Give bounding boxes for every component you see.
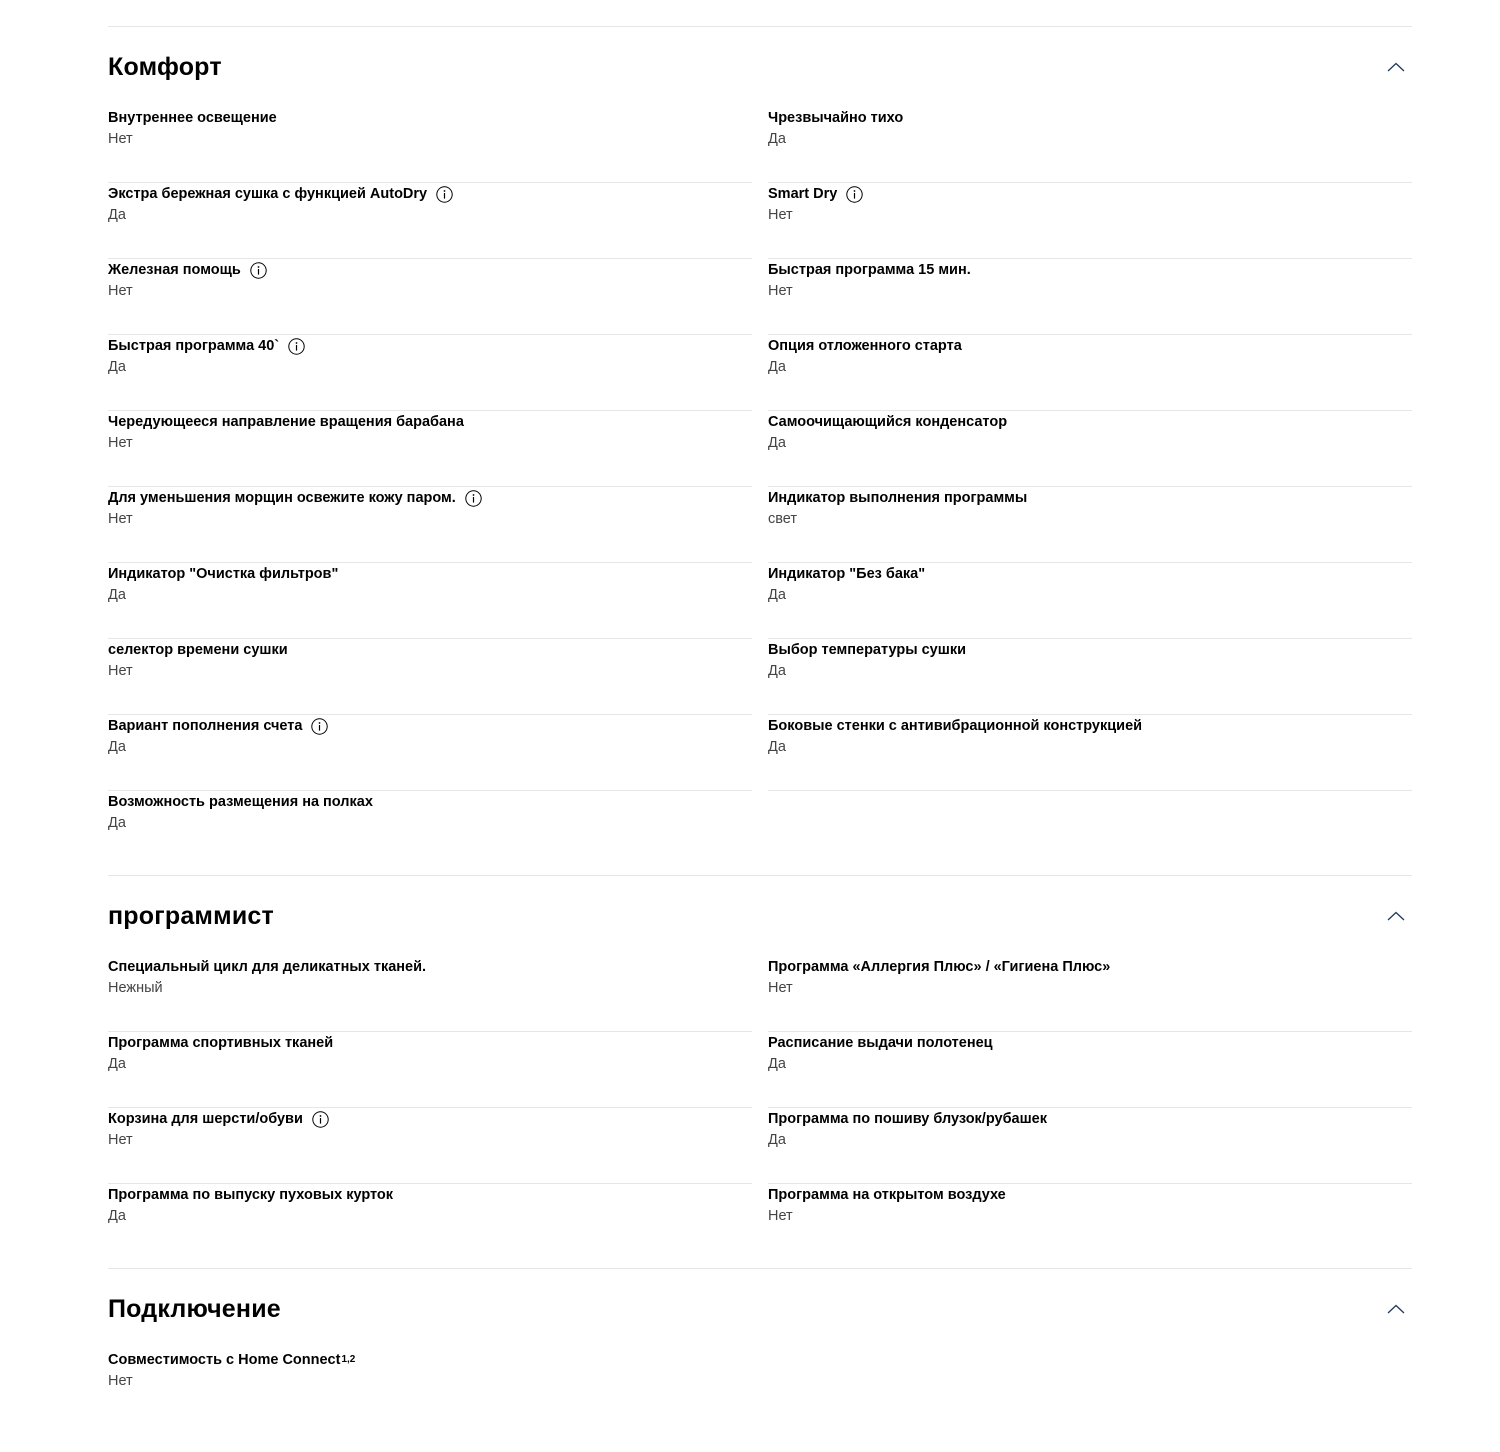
spec-item	[768, 563, 1412, 639]
spec-label-row	[108, 260, 752, 280]
spec-label: Быстрая программа 40`	[108, 338, 280, 354]
chevron-up-icon[interactable]	[1384, 55, 1408, 79]
spec-value: Да	[768, 587, 786, 603]
spec-item	[768, 1184, 1412, 1268]
spec-item	[108, 1032, 752, 1108]
spec-label: Индикатор "Без бака"	[768, 566, 926, 582]
spec-label: Чрезвычайно тихо	[768, 110, 904, 126]
spec-value: Да	[108, 587, 126, 603]
spec-label-row	[108, 716, 752, 736]
spec-item	[768, 107, 1412, 183]
spec-label: Боковые стенки с антивибрационной конструкцией	[768, 718, 1143, 734]
spec-value: Нежный	[108, 980, 163, 996]
spec-label: Программа «Аллергия Плюс» / «Гигиена Плюс»	[768, 959, 1111, 975]
spec-value: Нет	[768, 207, 793, 223]
spec-label: Опция отложенного старта	[768, 338, 962, 354]
spec-item	[768, 335, 1412, 411]
spec-label-row	[768, 336, 1412, 356]
spec-value: Да	[108, 359, 126, 375]
empty-cell	[768, 791, 1412, 875]
section-1	[108, 876, 1412, 1269]
spec-label-row	[768, 1109, 1412, 1129]
spec-item	[768, 1032, 1412, 1108]
spec-label: Внутреннее освещение	[108, 110, 277, 126]
spec-value: Нет	[768, 283, 793, 299]
spec-value: Да	[108, 815, 126, 831]
spec-item	[108, 259, 752, 335]
spec-label-row	[768, 412, 1412, 432]
section-0	[108, 27, 1412, 876]
section-title: Подключение	[108, 1294, 281, 1323]
spec-item	[768, 1108, 1412, 1184]
info-icon[interactable]	[288, 338, 305, 355]
spec-label-row	[108, 1109, 752, 1129]
spec-label: Выбор температуры сушки	[768, 642, 966, 658]
spec-item	[768, 715, 1412, 791]
spec-label-row	[768, 260, 1412, 280]
spec-label-row	[768, 1033, 1412, 1053]
spec-value: Да	[108, 739, 126, 755]
spec-item	[108, 335, 752, 411]
spec-value: Да	[768, 1132, 786, 1148]
spec-label-row	[108, 1033, 752, 1053]
section-title: программист	[108, 901, 274, 930]
info-icon[interactable]	[311, 718, 328, 735]
spec-label: Вариант пополнения счета	[108, 718, 303, 734]
info-icon[interactable]	[312, 1111, 329, 1128]
empty-cell	[768, 1349, 1412, 1425]
info-icon[interactable]	[846, 186, 863, 203]
spec-label-row	[768, 957, 1412, 977]
spec-label: Экстра бережная сушка с функцией AutoDry	[108, 186, 428, 202]
spec-label: Чередующееся направление вращения барабана	[108, 414, 464, 430]
spec-item	[108, 715, 752, 791]
spec-value: Да	[768, 435, 786, 451]
spec-value: Да	[768, 663, 786, 679]
spec-item	[108, 563, 752, 639]
spec-label-row	[768, 184, 1412, 204]
spec-label-row	[108, 108, 752, 128]
spec-label-row	[108, 336, 752, 356]
spec-label: Программа на открытом воздухе	[768, 1187, 1006, 1203]
spec-item	[108, 183, 752, 259]
section-header[interactable]	[108, 876, 1412, 956]
spec-label: Программа спортивных тканей	[108, 1035, 334, 1051]
spec-value: Нет	[108, 1373, 133, 1389]
spec-label: Самоочищающийся конденсатор	[768, 414, 1008, 430]
section-2	[108, 1269, 1412, 1425]
spec-label-row	[108, 184, 752, 204]
spec-label: Программа по выпуску пуховых курток	[108, 1187, 394, 1203]
spec-value: Нет	[108, 283, 133, 299]
spec-label-row	[768, 488, 1412, 508]
section-title: Комфорт	[108, 52, 222, 81]
spec-value: Нет	[108, 663, 133, 679]
spec-grid	[108, 956, 1412, 1268]
spec-label-row	[768, 640, 1412, 660]
chevron-up-icon[interactable]	[1384, 904, 1408, 928]
spec-item	[768, 487, 1412, 563]
spec-value: Да	[768, 1056, 786, 1072]
spec-item	[108, 1108, 752, 1184]
spec-item	[768, 411, 1412, 487]
spec-grid	[108, 107, 1412, 875]
spec-label: Быстрая программа 15 мин.	[768, 262, 971, 278]
spec-label: селектор времени сушки	[108, 642, 288, 658]
spec-value: Да	[108, 1056, 126, 1072]
spec-item	[108, 639, 752, 715]
spec-grid	[108, 1349, 1412, 1425]
spec-value: Нет	[768, 980, 793, 996]
spec-value: Нет	[108, 1132, 133, 1148]
spec-item	[108, 107, 752, 183]
section-header[interactable]	[108, 1269, 1412, 1349]
spec-label: Smart Dry	[768, 186, 838, 202]
spec-label: Для уменьшения морщин освежите кожу паром.	[108, 490, 456, 506]
spec-item	[108, 487, 752, 563]
spec-item	[108, 956, 752, 1032]
chevron-up-icon[interactable]	[1384, 1297, 1408, 1321]
spec-label: Программа по пошиву блузок/рубашек	[768, 1111, 1047, 1127]
spec-label-row	[108, 957, 752, 977]
info-icon[interactable]	[436, 186, 453, 203]
spec-item	[108, 791, 752, 875]
spec-label-row: Совместимость с Home Connect 1,2	[108, 1352, 356, 1368]
spec-label: Возможность размещения на полках	[108, 794, 373, 810]
spec-value: Нет	[108, 131, 133, 147]
spec-label: Специальный цикл для деликатных тканей.	[108, 959, 427, 975]
spec-label-row	[108, 1185, 752, 1205]
spec-label-row	[108, 792, 752, 812]
spec-item	[108, 411, 752, 487]
spec-label-row	[108, 640, 752, 660]
spec-value: Да	[108, 207, 126, 223]
spec-value: Да	[768, 131, 786, 147]
spec-item	[768, 956, 1412, 1032]
spec-label: Расписание выдачи полотенец	[768, 1035, 993, 1051]
spec-label-row	[108, 412, 752, 432]
spec-label: Железная помощь	[108, 262, 241, 278]
spec-page	[108, 26, 1412, 1425]
spec-item	[768, 639, 1412, 715]
info-icon[interactable]	[250, 262, 267, 279]
spec-value: Да	[108, 1208, 126, 1224]
spec-label-row	[768, 564, 1412, 584]
spec-label-row	[108, 564, 752, 584]
spec-label: Индикатор выполнения программы	[768, 490, 1028, 506]
spec-value: свет	[768, 511, 798, 527]
spec-item	[108, 1184, 752, 1268]
info-icon[interactable]	[465, 490, 482, 507]
section-header[interactable]	[108, 27, 1412, 107]
spec-label: Корзина для шерсти/обуви	[108, 1111, 303, 1127]
spec-label: Совместимость с Home Connect	[108, 1352, 341, 1368]
spec-item	[108, 1349, 752, 1425]
spec-value: Нет	[108, 435, 133, 451]
spec-item	[768, 183, 1412, 259]
spec-label-row	[108, 488, 752, 508]
spec-label-row	[768, 716, 1412, 736]
spec-value: Да	[768, 359, 786, 375]
spec-item	[768, 259, 1412, 335]
spec-label-row	[768, 1185, 1412, 1205]
spec-label: Индикатор "Очистка фильтров"	[108, 566, 339, 582]
spec-value: Да	[768, 739, 786, 755]
spec-label-row	[768, 108, 1412, 128]
spec-value: Нет	[108, 511, 133, 527]
spec-value: Нет	[768, 1208, 793, 1224]
